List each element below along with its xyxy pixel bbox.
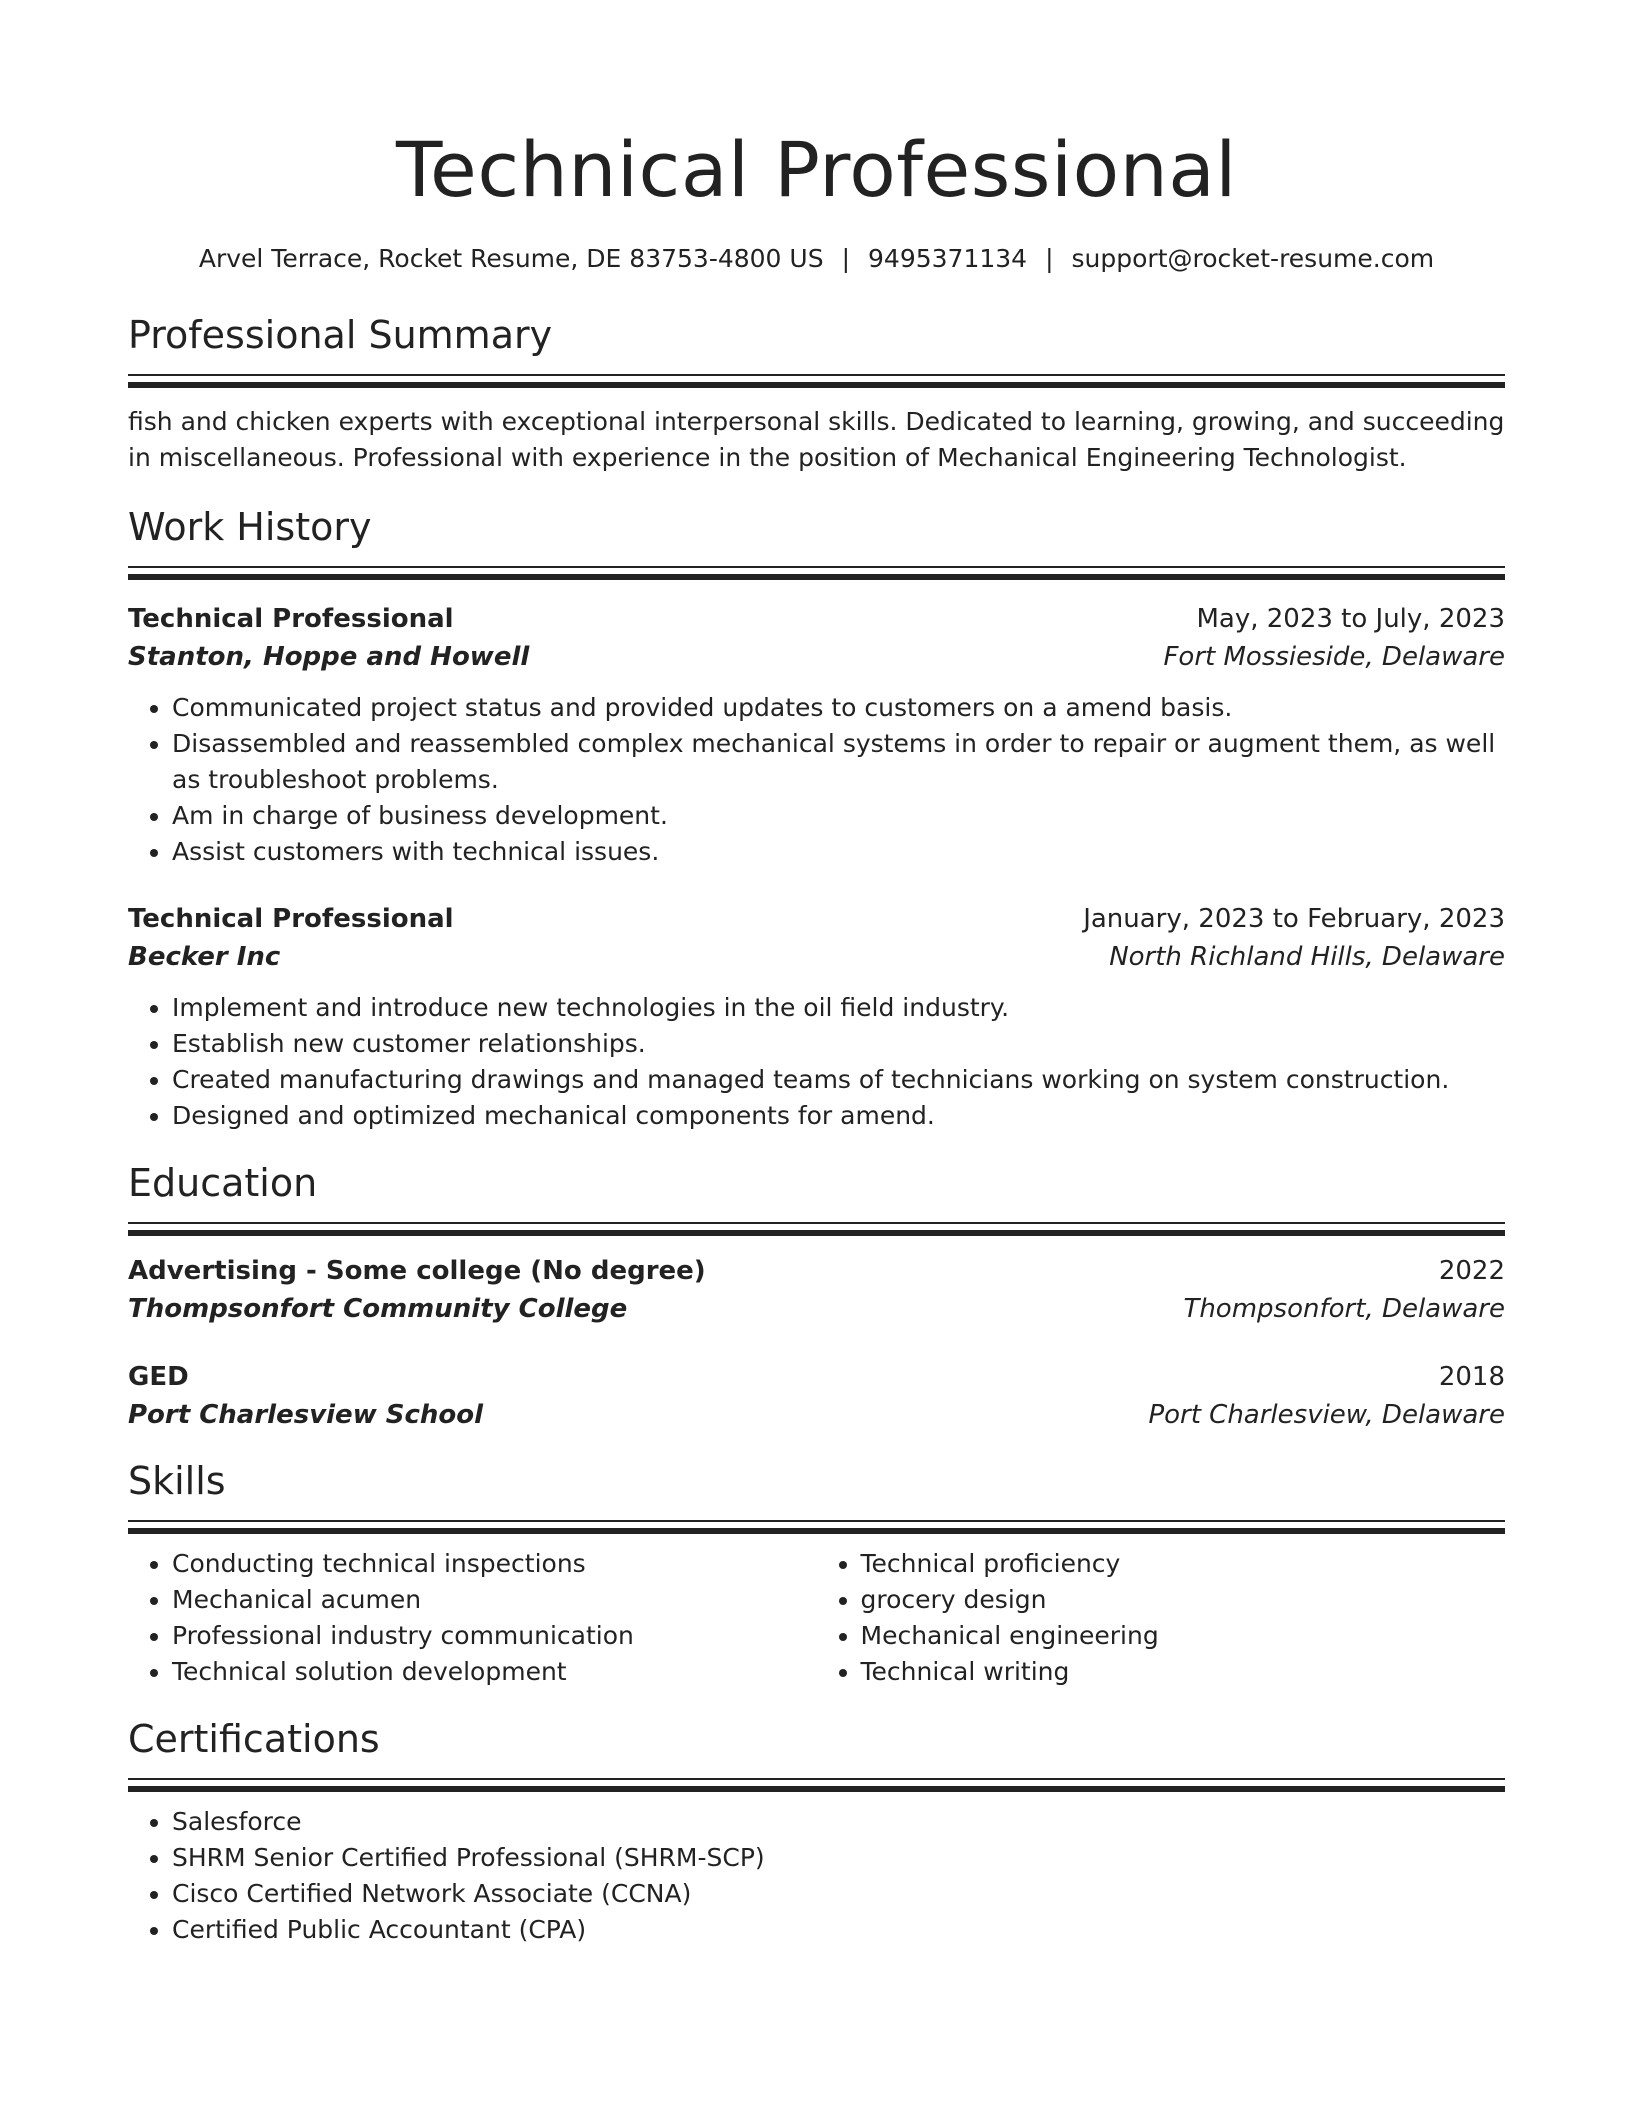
education-entry	[128, 1358, 1505, 1434]
list-item: • Disassembled and reassembled complex mechanical systems in order to repair or augment them, as well as troubleshoot problems.	[172, 726, 1505, 798]
contact-line	[128, 242, 1505, 276]
list-item: • Salesforce	[172, 1804, 1505, 1840]
section-divider	[128, 382, 1505, 388]
list-item: • Designed and optimized mechanical components for amend.	[172, 1098, 1505, 1134]
job-duties-list	[128, 690, 1505, 870]
education-section	[128, 1158, 1505, 1434]
job-header-row	[128, 900, 1505, 938]
education-school: Thompsonfort Community College	[128, 1294, 628, 1324]
work-history-section	[128, 502, 1505, 1134]
summary-section	[128, 310, 1505, 476]
job-company: Becker Inc	[128, 942, 281, 972]
list-item: • Assist customers with technical issues.	[172, 834, 1505, 870]
job-company: Stanton, Hoppe and Howell	[128, 642, 530, 672]
section-divider	[128, 1786, 1505, 1792]
education-degree: GED	[128, 1362, 189, 1392]
job-duties-list	[128, 990, 1505, 1134]
education-year: 2022	[1438, 1256, 1505, 1286]
job-title: Technical Professional	[128, 604, 454, 634]
list-item: • Professional industry communication	[172, 1618, 817, 1654]
list-item: • Mechanical engineering	[861, 1618, 1506, 1654]
education-header-row	[128, 1358, 1505, 1396]
skills-grid	[128, 1534, 1505, 1690]
job-company-row	[128, 638, 1505, 676]
job-title: Technical Professional	[128, 904, 454, 934]
list-item: • Communicated project status and provided updates to customers on a amend basis.	[172, 690, 1505, 726]
education-entry	[128, 1252, 1505, 1328]
job-header-row	[128, 600, 1505, 638]
list-item: • Certified Public Accountant (CPA)	[172, 1912, 1505, 1948]
section-divider	[128, 566, 1505, 568]
education-location: Thompsonfort, Delaware	[1183, 1294, 1505, 1324]
education-header-row	[128, 1252, 1505, 1290]
list-item: • Conducting technical inspections	[172, 1546, 817, 1582]
list-item: • grocery design	[861, 1582, 1506, 1618]
list-item: • Technical writing	[861, 1654, 1506, 1690]
candidate-name: Technical Professional	[396, 125, 1237, 214]
contact-phone: 9495371134	[868, 244, 1028, 273]
list-item: • Technical proficiency	[861, 1546, 1506, 1582]
section-divider	[128, 1520, 1505, 1522]
list-item: • Technical solution development	[172, 1654, 817, 1690]
section-divider	[128, 1222, 1505, 1224]
section-divider	[128, 374, 1505, 376]
certifications-list	[128, 1804, 1505, 1948]
job-entry	[128, 600, 1505, 870]
education-year: 2018	[1438, 1362, 1505, 1392]
job-dates: January, 2023 to February, 2023	[1083, 904, 1505, 934]
education-degree: Advertising - Some college (No degree)	[128, 1256, 706, 1286]
list-item: • Created manufacturing drawings and managed teams of technicians working on system construction.	[172, 1062, 1505, 1098]
list-item: • Am in charge of business development.	[172, 798, 1505, 834]
list-item: • SHRM Senior Certified Professional (SHRM-SCP)	[172, 1840, 1505, 1876]
section-title-summary: Professional Summary	[128, 313, 553, 357]
job-dates: May, 2023 to July, 2023	[1196, 604, 1505, 634]
section-divider	[128, 1778, 1505, 1780]
list-item: • Implement and introduce new technologies in the oil field industry.	[172, 990, 1505, 1026]
certifications-section	[128, 1714, 1505, 1948]
education-location: Port Charlesview, Delaware	[1148, 1400, 1505, 1430]
section-divider	[128, 574, 1505, 580]
summary-text: fish and chicken experts with exceptional interpersonal skills. Dedicated to learning, growing, and succeeding in miscellaneous. Professional with experience in the position of Mechanical Engineering Technologist.	[128, 407, 1505, 472]
job-company-row	[128, 938, 1505, 976]
contact-separator: |	[1045, 244, 1054, 273]
job-entry	[128, 900, 1505, 1134]
contact-address: Arvel Terrace, Rocket Resume, DE 83753-4800 US	[198, 244, 824, 273]
contact-separator: |	[841, 244, 851, 273]
section-title-skills: Skills	[128, 1459, 226, 1503]
section-divider	[128, 1230, 1505, 1236]
education-school: Port Charlesview School	[128, 1400, 484, 1430]
section-title-education: Education	[128, 1161, 318, 1205]
job-location: North Richland Hills, Delaware	[1109, 942, 1505, 972]
skills-section	[128, 1456, 1505, 1690]
list-item: • Cisco Certified Network Associate (CCNA)	[172, 1876, 1505, 1912]
list-item: • Establish new customer relationships.	[172, 1026, 1505, 1062]
skills-list-right	[817, 1546, 1506, 1690]
education-school-row	[128, 1396, 1505, 1434]
education-school-row	[128, 1290, 1505, 1328]
list-item: • Mechanical acumen	[172, 1582, 817, 1618]
resume-page	[128, 0, 1505, 1948]
section-title-work-history: Work History	[128, 505, 372, 549]
job-location: Fort Mossieside, Delaware	[1163, 642, 1505, 672]
contact-email: support@rocket-resume.com	[1071, 244, 1435, 273]
section-title-certifications: Certifications	[128, 1717, 380, 1761]
skills-list-left	[128, 1546, 817, 1690]
